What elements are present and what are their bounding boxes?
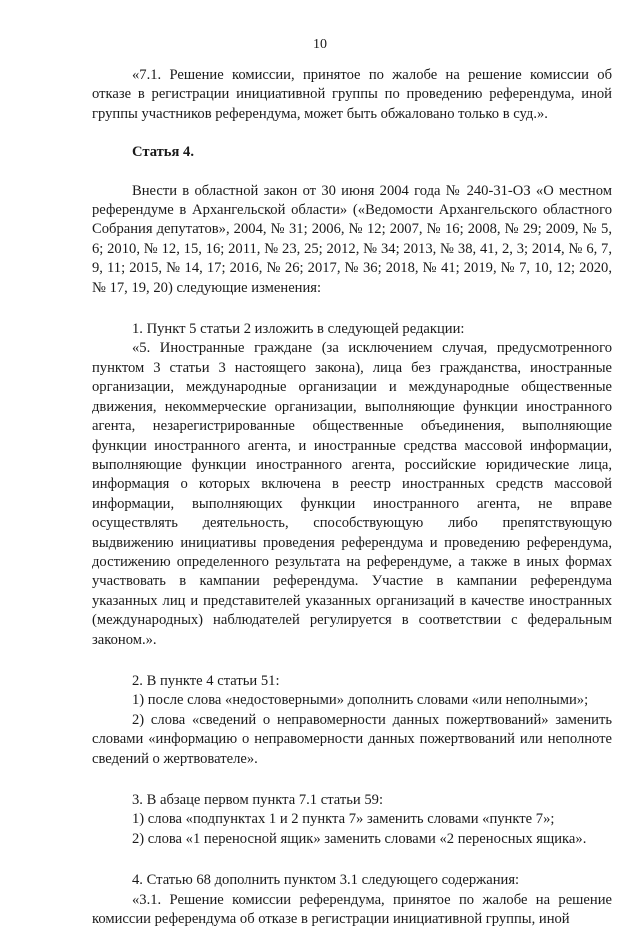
paragraph-item-2: 2. В пункте 4 статьи 51: — [132, 672, 280, 689]
paragraph-amendment-intro: Внести в областной закон от 30 июня 2004 года № 240-31-ОЗ «О местном референдуме в Архангельской области» («Ведомости Архангельского областного Собрания депутатов», 2004, № 31; 2006, № 12; 2007, № 16; 2008, № 29; 2009, № 5, 6; 2010, № 12, 15, 16; 2011, № 23, 25; 2012, № 34; 2013, № 38, 41, 2, 3; 2014, № 6, 7, 9, 11; 2015, № 14, 17; 2016, № 26; 2017, № 36; 2018, № 41; 2019, № 7, 10, 12; 2020, № 17, 19, 20) следующие изменения: — [92, 182, 612, 296]
paragraph-7-1-quote: «7.1. Решение комиссии, принятое по жалобе на решение комиссии об отказе в регистрации инициативной группы по проведению референдума, иной группы участников референдума, может быть обжаловано только в суд.». — [92, 67, 612, 122]
article-heading: Статья 4. — [132, 144, 194, 161]
paragraph-item-4-text: «3.1. Решение комиссии референдума, принятое по жалобе на решение комиссии референдума об отказе в регистрации инициативной группы, иной — [92, 891, 612, 928]
paragraph-item-3-2: 2) слова «1 переносной ящик» заменить словами «2 переносных ящика». — [132, 830, 587, 847]
document-body — [92, 66, 612, 929]
paragraph-item-1: 1. Пункт 5 статьи 2 изложить в следующей редакции: — [132, 321, 465, 338]
paragraph-item-3-1: 1) слова «подпунктах 1 и 2 пункта 7» заменить словами «пункте 7»; — [132, 811, 555, 828]
paragraph-item-2-1: 1) после слова «недостоверными» дополнить словами «или неполными»; — [132, 692, 589, 709]
paragraph-item-3: 3. В абзаце первом пункта 7.1 статьи 59: — [132, 792, 383, 808]
paragraph-item-4: 4. Статью 68 дополнить пунктом 3.1 следующего содержания: — [132, 872, 520, 889]
page-number: 10 — [313, 37, 327, 52]
paragraph-item-1-text: «5. Иностранные граждане (за исключением случая, предусмотренного пунктом 3 статьи 3 настоящего закона), лица без гражданства, иностранные организации, международные организации и международные общественные движения, некоммерческие организации, выполняющие функции иностранного агента, незарегистрированные общественные объединения, выполняющие функции иностранного агента, и иностранные средства массовой информации, выполняющие функции иностранного агента, российские юридические лица, информация о которых включена в реестр иностранных средств массовой информации, выполняющих функции иностранного агента, не вправе осуществлять деятельность, способствующую либо препятствующую выдвижению инициативы проведения референдума и проведению референдума, достижению определенного результата на референдуме, а также в иных формах участвовать в кампании референдума. Участие в кампании референдума указанных лиц и представителей указанных организаций в качестве иностранных (международных) наблюдателей регулируется в соответствии с федеральным законом.». — [92, 340, 612, 648]
paragraph-item-2-2: 2) слова «сведений о неправомерности данных пожертвований» заменить словами «информацию о неправомерности данных пожертвований или неполноте сведений о жертвователе». — [92, 711, 612, 767]
